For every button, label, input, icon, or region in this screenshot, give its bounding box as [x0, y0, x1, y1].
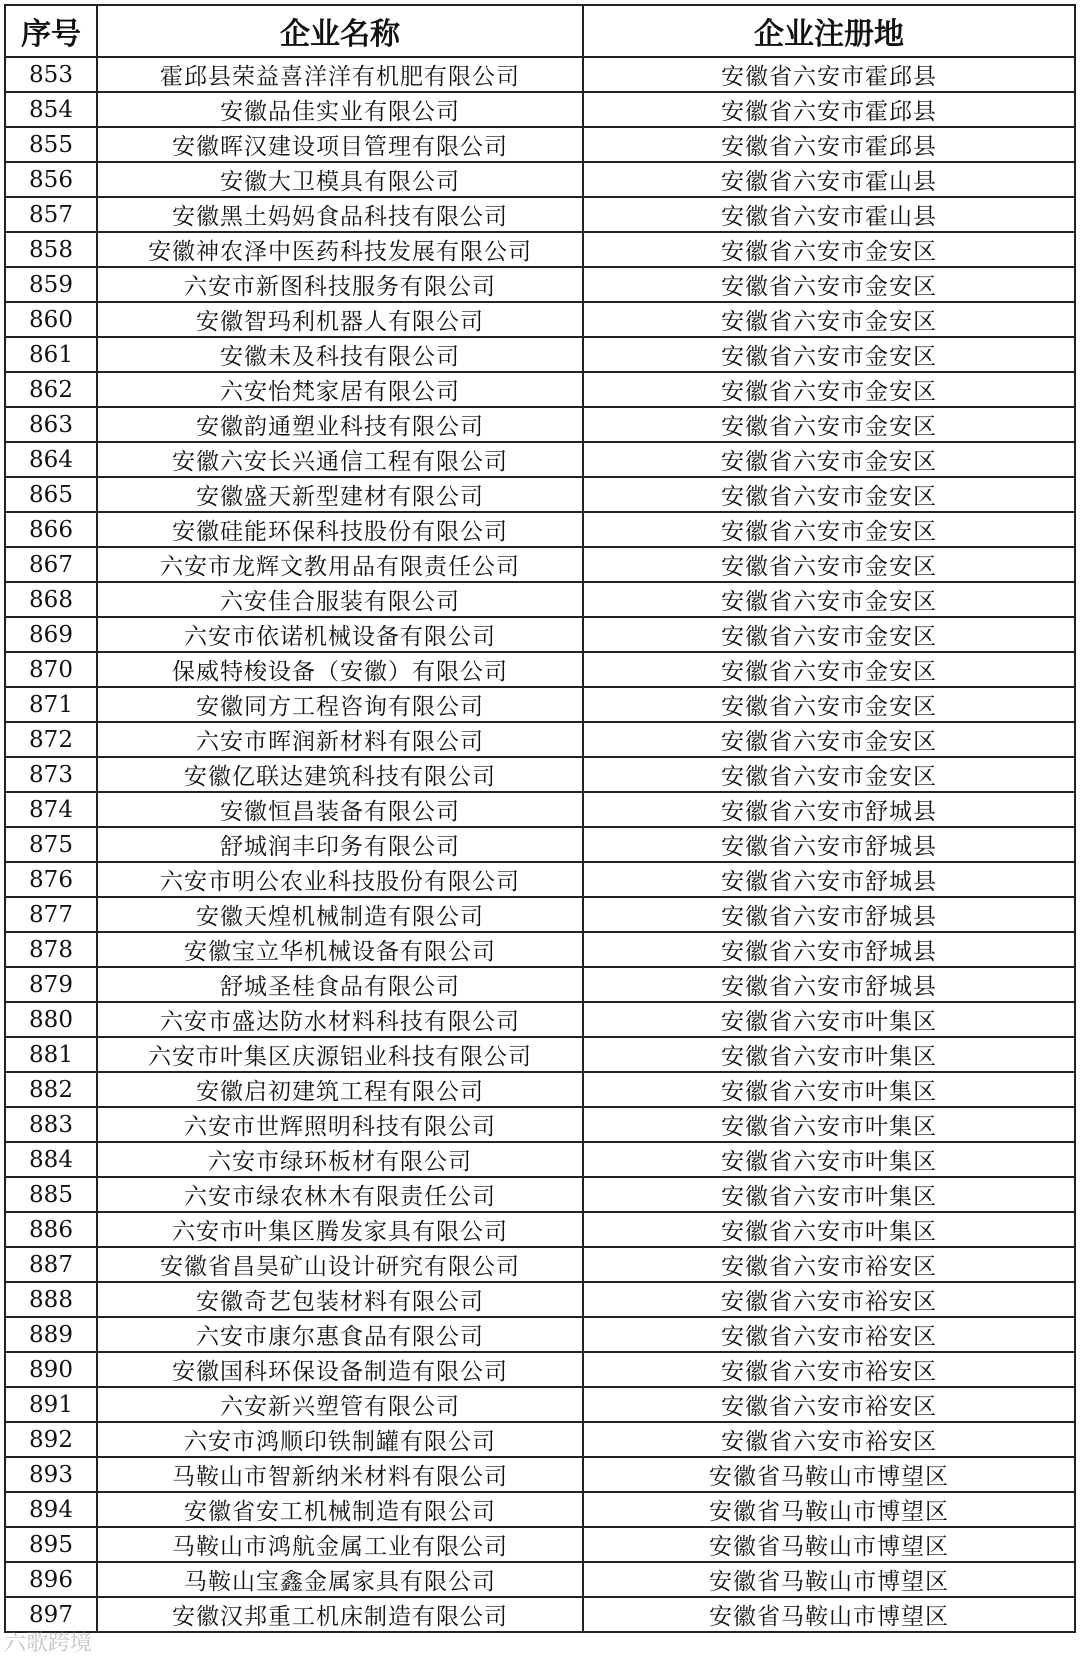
cell-serial-number: 887	[5, 1247, 97, 1282]
cell-enterprise-name: 六安市康尔惠食品有限公司	[97, 1317, 583, 1352]
cell-serial-number: 856	[5, 162, 97, 197]
cell-enterprise-name: 安徽亿联达建筑科技有限公司	[97, 757, 583, 792]
cell-enterprise-name: 六安市龙辉文教用品有限责任公司	[97, 547, 583, 582]
cell-registration-place: 安徽省六安市霍山县	[583, 197, 1075, 232]
enterprise-table	[4, 4, 1076, 1633]
cell-enterprise-name: 六安市依诺机械设备有限公司	[97, 617, 583, 652]
cell-registration-place: 安徽省六安市舒城县	[583, 827, 1075, 862]
cell-enterprise-name: 六安市绿环板材有限公司	[97, 1142, 583, 1177]
cell-enterprise-name: 安徽六安长兴通信工程有限公司	[97, 442, 583, 477]
cell-serial-number: 870	[5, 652, 97, 687]
cell-enterprise-name: 安徽大卫模具有限公司	[97, 162, 583, 197]
cell-serial-number: 867	[5, 547, 97, 582]
cell-serial-number: 857	[5, 197, 97, 232]
cell-enterprise-name: 六安市晖润新材料有限公司	[97, 722, 583, 757]
cell-serial-number: 885	[5, 1177, 97, 1212]
cell-registration-place: 安徽省六安市裕安区	[583, 1387, 1075, 1422]
cell-enterprise-name: 六安市绿农林木有限责任公司	[97, 1177, 583, 1212]
table-row	[5, 547, 1075, 582]
table-row	[5, 442, 1075, 477]
cell-registration-place: 安徽省六安市舒城县	[583, 967, 1075, 1002]
table-row	[5, 1002, 1075, 1037]
table-row	[5, 862, 1075, 897]
cell-serial-number: 880	[5, 1002, 97, 1037]
cell-registration-place: 安徽省六安市金安区	[583, 722, 1075, 757]
table-row	[5, 757, 1075, 792]
cell-enterprise-name: 安徽盛天新型建材有限公司	[97, 477, 583, 512]
cell-enterprise-name: 安徽汉邦重工机床制造有限公司	[97, 1597, 583, 1632]
cell-registration-place: 安徽省六安市金安区	[583, 512, 1075, 547]
table-row	[5, 652, 1075, 687]
cell-registration-place: 安徽省六安市叶集区	[583, 1107, 1075, 1142]
cell-registration-place: 安徽省马鞍山市博望区	[583, 1492, 1075, 1527]
table-row	[5, 1527, 1075, 1562]
cell-serial-number: 854	[5, 92, 97, 127]
table-row	[5, 1597, 1075, 1632]
cell-serial-number: 858	[5, 232, 97, 267]
cell-registration-place: 安徽省六安市叶集区	[583, 1177, 1075, 1212]
cell-serial-number: 865	[5, 477, 97, 512]
cell-serial-number: 877	[5, 897, 97, 932]
cell-enterprise-name: 安徽黑土妈妈食品科技有限公司	[97, 197, 583, 232]
cell-registration-place: 安徽省六安市裕安区	[583, 1317, 1075, 1352]
cell-registration-place: 安徽省六安市金安区	[583, 652, 1075, 687]
cell-registration-place: 安徽省六安市金安区	[583, 617, 1075, 652]
cell-registration-place: 安徽省六安市叶集区	[583, 1072, 1075, 1107]
cell-enterprise-name: 六安市明公农业科技股份有限公司	[97, 862, 583, 897]
table-row	[5, 1212, 1075, 1247]
cell-registration-place: 安徽省六安市金安区	[583, 372, 1075, 407]
cell-enterprise-name: 马鞍山宝鑫金属家具有限公司	[97, 1562, 583, 1597]
cell-registration-place: 安徽省六安市金安区	[583, 337, 1075, 372]
cell-enterprise-name: 六安市鸿顺印铁制罐有限公司	[97, 1422, 583, 1457]
cell-registration-place: 安徽省马鞍山市博望区	[583, 1562, 1075, 1597]
cell-serial-number: 897	[5, 1597, 97, 1632]
cell-serial-number: 855	[5, 127, 97, 162]
table-row	[5, 1387, 1075, 1422]
table-row	[5, 1492, 1075, 1527]
cell-registration-place: 安徽省六安市金安区	[583, 582, 1075, 617]
table-row	[5, 267, 1075, 302]
cell-serial-number: 869	[5, 617, 97, 652]
cell-serial-number: 894	[5, 1492, 97, 1527]
cell-enterprise-name: 六安市叶集区腾发家具有限公司	[97, 1212, 583, 1247]
cell-serial-number: 895	[5, 1527, 97, 1562]
table-row	[5, 1562, 1075, 1597]
cell-registration-place: 安徽省六安市金安区	[583, 687, 1075, 722]
cell-enterprise-name: 舒城润丰印务有限公司	[97, 827, 583, 862]
cell-registration-place: 安徽省六安市霍邱县	[583, 127, 1075, 162]
table-row	[5, 337, 1075, 372]
table-row	[5, 232, 1075, 267]
cell-serial-number: 860	[5, 302, 97, 337]
cell-registration-place: 安徽省六安市叶集区	[583, 1142, 1075, 1177]
table-row	[5, 372, 1075, 407]
table-row	[5, 1282, 1075, 1317]
cell-enterprise-name: 霍邱县荣益喜洋洋有机肥有限公司	[97, 57, 583, 92]
cell-serial-number: 888	[5, 1282, 97, 1317]
table-row	[5, 932, 1075, 967]
table-row	[5, 967, 1075, 1002]
cell-enterprise-name: 安徽硅能环保科技股份有限公司	[97, 512, 583, 547]
cell-registration-place: 安徽省马鞍山市博望区	[583, 1457, 1075, 1492]
cell-registration-place: 安徽省六安市舒城县	[583, 932, 1075, 967]
cell-registration-place: 安徽省六安市叶集区	[583, 1002, 1075, 1037]
table-row	[5, 407, 1075, 442]
table-header-row	[5, 5, 1075, 57]
header-registration-place: 企业注册地	[583, 5, 1075, 57]
table-row	[5, 1317, 1075, 1352]
cell-registration-place: 安徽省六安市叶集区	[583, 1212, 1075, 1247]
cell-registration-place: 安徽省六安市舒城县	[583, 897, 1075, 932]
table-row	[5, 57, 1075, 92]
table-row	[5, 897, 1075, 932]
cell-enterprise-name: 六安市新图科技服务有限公司	[97, 267, 583, 302]
cell-serial-number: 879	[5, 967, 97, 1002]
cell-serial-number: 868	[5, 582, 97, 617]
cell-enterprise-name: 安徽国科环保设备制造有限公司	[97, 1352, 583, 1387]
cell-serial-number: 876	[5, 862, 97, 897]
cell-serial-number: 893	[5, 1457, 97, 1492]
table-row	[5, 302, 1075, 337]
cell-registration-place: 安徽省六安市霍邱县	[583, 57, 1075, 92]
cell-enterprise-name: 安徽宝立华机械设备有限公司	[97, 932, 583, 967]
table-row	[5, 162, 1075, 197]
cell-registration-place: 安徽省六安市裕安区	[583, 1422, 1075, 1457]
cell-enterprise-name: 安徽品佳实业有限公司	[97, 92, 583, 127]
table-row	[5, 127, 1075, 162]
cell-serial-number: 891	[5, 1387, 97, 1422]
cell-serial-number: 874	[5, 792, 97, 827]
cell-serial-number: 862	[5, 372, 97, 407]
cell-registration-place: 安徽省六安市裕安区	[583, 1282, 1075, 1317]
cell-enterprise-name: 安徽同方工程咨询有限公司	[97, 687, 583, 722]
cell-serial-number: 889	[5, 1317, 97, 1352]
table-row	[5, 1247, 1075, 1282]
table-row	[5, 792, 1075, 827]
table-row	[5, 92, 1075, 127]
cell-enterprise-name: 安徽启初建筑工程有限公司	[97, 1072, 583, 1107]
table-body	[5, 57, 1075, 1632]
cell-registration-place: 安徽省六安市金安区	[583, 232, 1075, 267]
cell-registration-place: 安徽省马鞍山市博望区	[583, 1527, 1075, 1562]
cell-enterprise-name: 六安市世辉照明科技有限公司	[97, 1107, 583, 1142]
cell-registration-place: 安徽省六安市裕安区	[583, 1247, 1075, 1282]
cell-serial-number: 884	[5, 1142, 97, 1177]
cell-registration-place: 安徽省六安市金安区	[583, 267, 1075, 302]
table-row	[5, 1457, 1075, 1492]
cell-enterprise-name: 安徽省昌昊矿山设计研究有限公司	[97, 1247, 583, 1282]
table-row	[5, 827, 1075, 862]
header-serial-number: 序号	[5, 5, 97, 57]
cell-registration-place: 安徽省六安市金安区	[583, 547, 1075, 582]
cell-serial-number: 853	[5, 57, 97, 92]
cell-enterprise-name: 安徽神农泽中医药科技发展有限公司	[97, 232, 583, 267]
cell-enterprise-name: 马鞍山市鸿航金属工业有限公司	[97, 1527, 583, 1562]
cell-serial-number: 882	[5, 1072, 97, 1107]
cell-serial-number: 873	[5, 757, 97, 792]
table-row	[5, 197, 1075, 232]
cell-registration-place: 安徽省六安市霍山县	[583, 162, 1075, 197]
cell-serial-number: 864	[5, 442, 97, 477]
cell-registration-place: 安徽省六安市舒城县	[583, 792, 1075, 827]
cell-serial-number: 872	[5, 722, 97, 757]
cell-serial-number: 861	[5, 337, 97, 372]
cell-enterprise-name: 安徽韵通塑业科技有限公司	[97, 407, 583, 442]
cell-enterprise-name: 六安新兴塑管有限公司	[97, 1387, 583, 1422]
table-row	[5, 1142, 1075, 1177]
table-row	[5, 1177, 1075, 1212]
cell-serial-number: 878	[5, 932, 97, 967]
table-row	[5, 722, 1075, 757]
cell-enterprise-name: 安徽省安工机械制造有限公司	[97, 1492, 583, 1527]
cell-serial-number: 881	[5, 1037, 97, 1072]
table-row	[5, 1072, 1075, 1107]
cell-registration-place: 安徽省六安市金安区	[583, 302, 1075, 337]
cell-enterprise-name: 安徽奇艺包装材料有限公司	[97, 1282, 583, 1317]
header-enterprise-name: 企业名称	[97, 5, 583, 57]
cell-serial-number: 883	[5, 1107, 97, 1142]
cell-enterprise-name: 马鞍山市智新纳米材料有限公司	[97, 1457, 583, 1492]
cell-serial-number: 875	[5, 827, 97, 862]
cell-serial-number: 896	[5, 1562, 97, 1597]
cell-enterprise-name: 保威特梭设备（安徽）有限公司	[97, 652, 583, 687]
cell-enterprise-name: 六安市叶集区庆源铝业科技有限公司	[97, 1037, 583, 1072]
cell-enterprise-name: 安徽天煌机械制造有限公司	[97, 897, 583, 932]
table-row	[5, 617, 1075, 652]
table-row	[5, 512, 1075, 547]
cell-serial-number: 871	[5, 687, 97, 722]
cell-registration-place: 安徽省六安市金安区	[583, 757, 1075, 792]
cell-enterprise-name: 六安怡梵家居有限公司	[97, 372, 583, 407]
cell-enterprise-name: 安徽未及科技有限公司	[97, 337, 583, 372]
table-row	[5, 1422, 1075, 1457]
cell-enterprise-name: 安徽恒昌装备有限公司	[97, 792, 583, 827]
cell-enterprise-name: 六安佳合服装有限公司	[97, 582, 583, 617]
cell-registration-place: 安徽省六安市金安区	[583, 407, 1075, 442]
cell-serial-number: 863	[5, 407, 97, 442]
table-row	[5, 477, 1075, 512]
cell-enterprise-name: 安徽晖汉建设项目管理有限公司	[97, 127, 583, 162]
cell-registration-place: 安徽省马鞍山市博望区	[583, 1597, 1075, 1632]
cell-registration-place: 安徽省六安市霍邱县	[583, 92, 1075, 127]
cell-registration-place: 安徽省六安市舒城县	[583, 862, 1075, 897]
table-row	[5, 687, 1075, 722]
cell-serial-number: 892	[5, 1422, 97, 1457]
table-row	[5, 1107, 1075, 1142]
cell-serial-number: 866	[5, 512, 97, 547]
table-row	[5, 582, 1075, 617]
watermark-text: 六歌跨境	[4, 1631, 93, 1656]
table-row	[5, 1037, 1075, 1072]
cell-registration-place: 安徽省六安市金安区	[583, 442, 1075, 477]
cell-registration-place: 安徽省六安市裕安区	[583, 1352, 1075, 1387]
cell-enterprise-name: 六安市盛达防水材料科技有限公司	[97, 1002, 583, 1037]
cell-registration-place: 安徽省六安市叶集区	[583, 1037, 1075, 1072]
cell-serial-number: 886	[5, 1212, 97, 1247]
cell-enterprise-name: 舒城圣桂食品有限公司	[97, 967, 583, 1002]
cell-enterprise-name: 安徽智玛利机器人有限公司	[97, 302, 583, 337]
table-row	[5, 1352, 1075, 1387]
cell-serial-number: 890	[5, 1352, 97, 1387]
cell-serial-number: 859	[5, 267, 97, 302]
cell-registration-place: 安徽省六安市金安区	[583, 477, 1075, 512]
